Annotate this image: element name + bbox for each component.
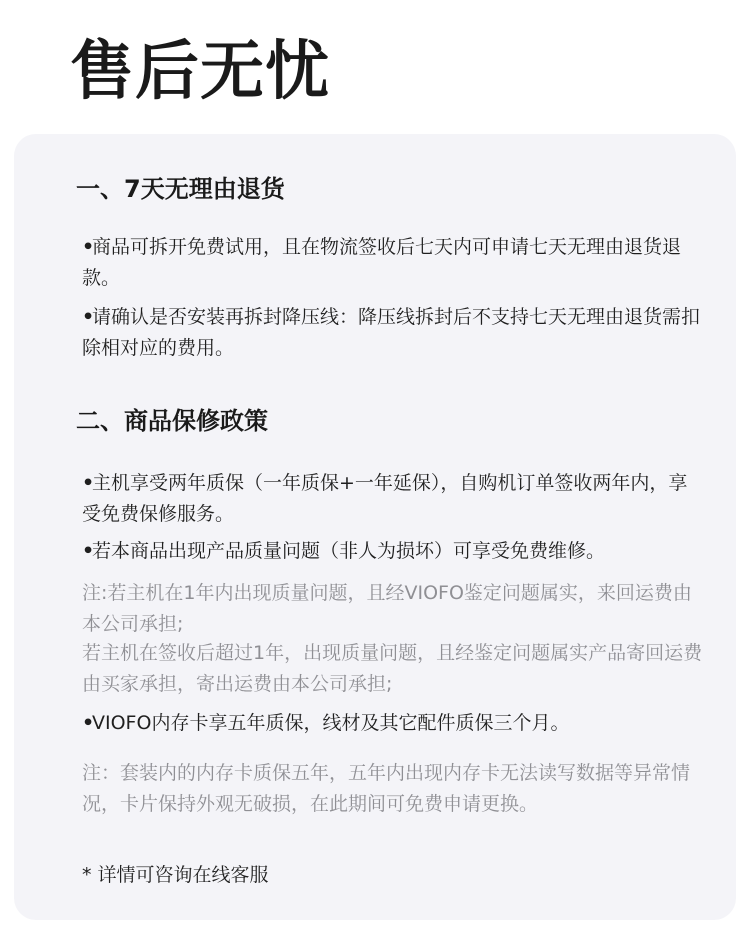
warranty-note-memory-card: 注：套装内的内存卡质保五年，五年内出现内存卡无法读写数据等异常情况，卡片保持外观无破损，在此期间可免费申请更换。 <box>82 762 691 815</box>
warranty-item-host <box>82 468 702 530</box>
bullet-icon: • <box>82 540 95 562</box>
warranty-item-free-repair <box>82 536 702 567</box>
section-title-warranty-policy: 二、商品保修政策 <box>76 407 268 435</box>
bullet-icon: • <box>82 306 95 328</box>
return-item-cable-notice-text: 请确认是否安装再拆封降压线：降压线拆封后不支持七天无理由退货需扣除相对应的费用。 <box>82 306 701 359</box>
warranty-item-free-repair-text: 若本商品出现产品质量问题（非人为损坏）可享受免费维修。 <box>92 540 606 562</box>
warranty-item-host-text: 主机享受两年质保（一年质保+一年延保），自购机订单签收两年内，享受免费保修服务。 <box>82 472 688 525</box>
after-sales-card <box>14 134 736 920</box>
customer-service-note: * 详情可咨询在线客服 <box>82 864 269 886</box>
warranty-item-memory-card-text: VIOFO内存卡享五年质保，线材及其它配件质保三个月。 <box>92 712 570 734</box>
page-title: 售后无忧 <box>70 35 330 109</box>
warranty-item-memory-card <box>82 708 702 739</box>
bullet-icon: • <box>82 712 95 734</box>
bullet-icon: • <box>82 472 95 494</box>
return-item-free-trial <box>82 232 702 294</box>
return-item-free-trial-text: 商品可拆开免费试用，且在物流签收后七天内可申请七天无理由退货退款。 <box>82 236 682 289</box>
return-item-cable-notice <box>82 302 702 364</box>
warranty-note-after-first-year: 若主机在签收后超过1年，出现质量问题，且经鉴定问题属实产品寄回运费由买家承担，寄出运费由本公司承担; <box>82 642 703 695</box>
warranty-note-first-year: 注:若主机在1年内出现质量问题，且经VIOFO鉴定问题属实，来回运费由本公司承担; <box>82 582 692 635</box>
section-title-return-policy: 一、7天无理由退货 <box>76 175 285 203</box>
bullet-icon: • <box>82 236 95 258</box>
